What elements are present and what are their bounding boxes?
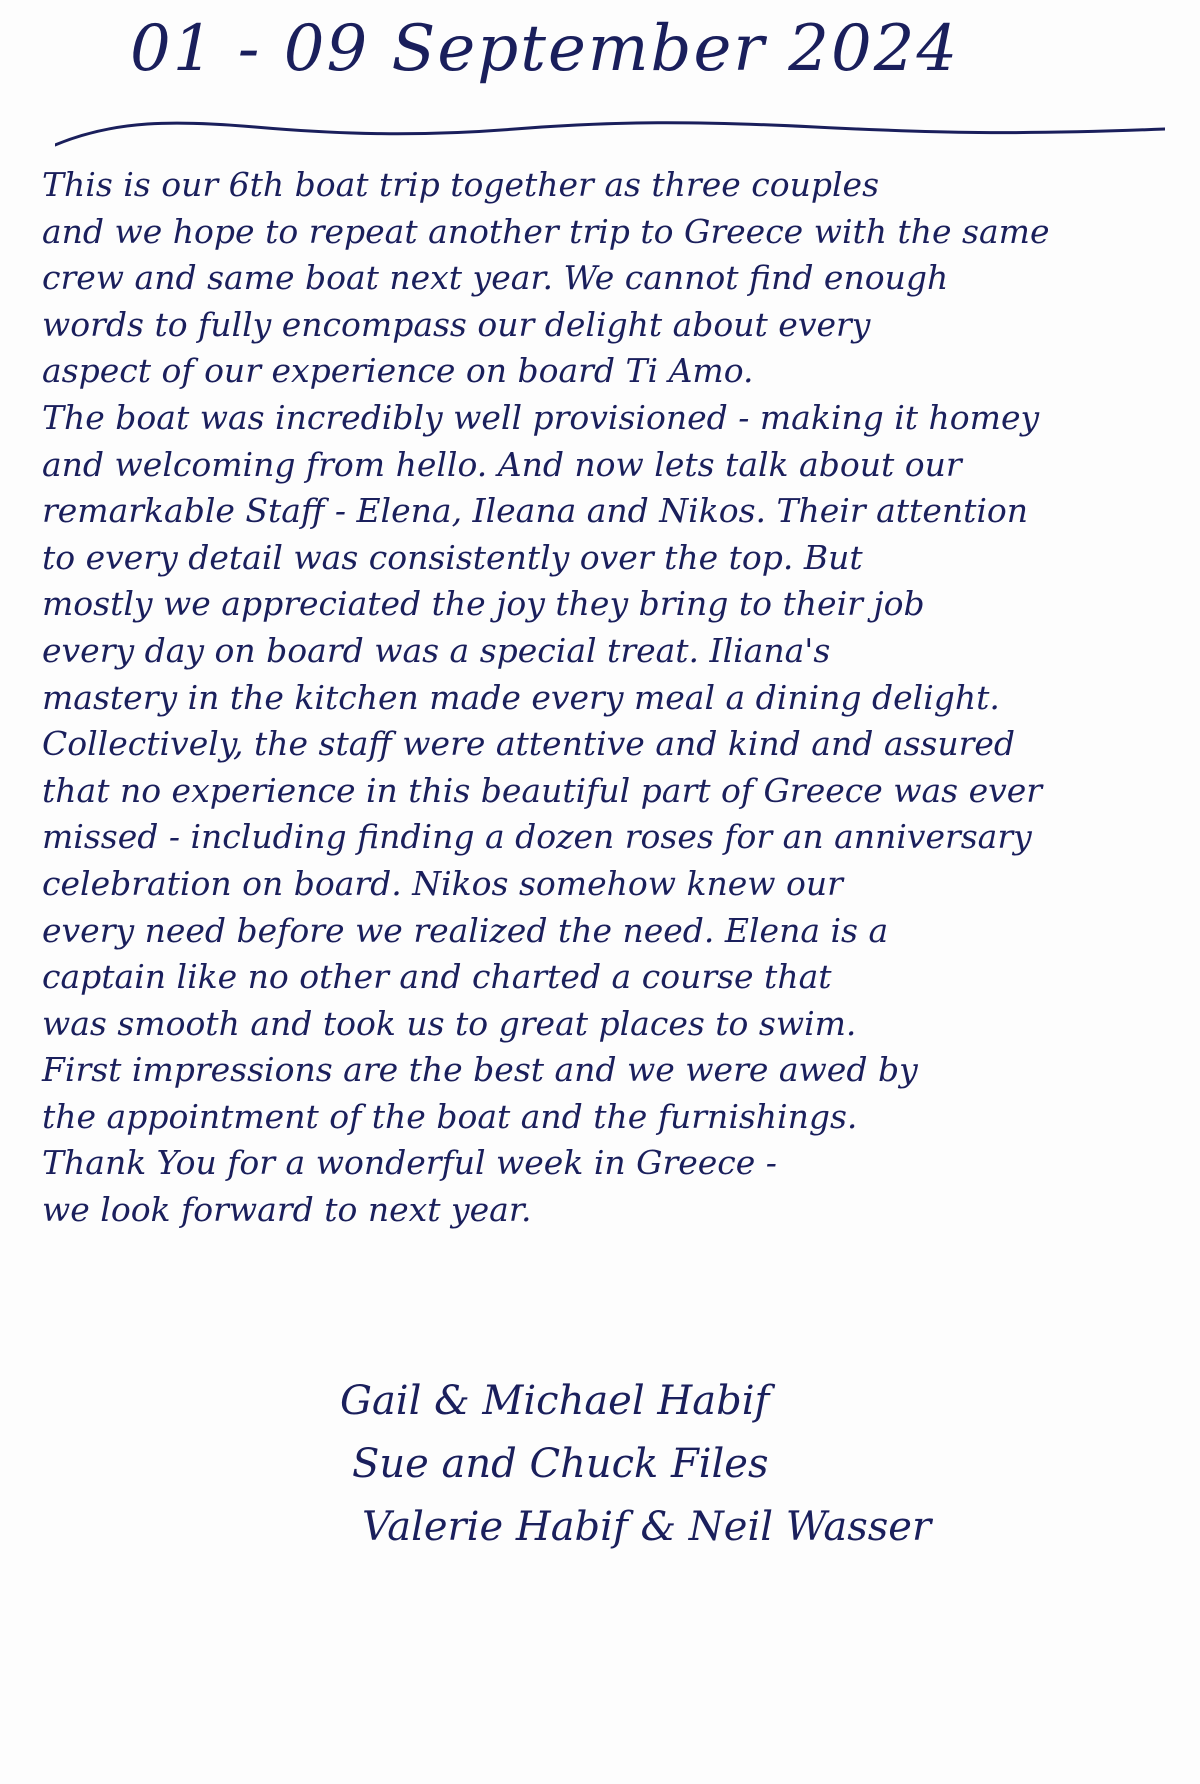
signature: Gail & Michael Habif bbox=[340, 1378, 770, 1424]
message-line: every need before we realized the need. Elena is a bbox=[42, 910, 889, 950]
message-line: Thank You for a wonderful week in Greece - bbox=[42, 1143, 777, 1183]
page-title: 01 - 09 September 2024 bbox=[130, 12, 960, 86]
message-line: and we hope to repeat another trip to Greece with the same bbox=[42, 211, 1050, 251]
signature: Valerie Habif & Neil Wasser bbox=[362, 1504, 932, 1550]
signature: Sue and Chuck Files bbox=[352, 1441, 769, 1487]
message-line: This is our 6th boat trip together as three couples bbox=[42, 165, 880, 204]
message-line: to every detail was consistently over the top. But bbox=[42, 537, 863, 577]
message-line: was smooth and took us to great places to swim. bbox=[42, 1003, 857, 1043]
message-line: mastery in the kitchen made every meal a dining delight. bbox=[42, 677, 1000, 717]
message-line: aspect of our experience on board Ti Amo. bbox=[42, 351, 754, 391]
message-line: missed - including finding a dozen roses for an anniversary bbox=[42, 817, 1032, 857]
message-line: Collectively, the staff were attentive and kind and assured bbox=[42, 724, 1016, 764]
message-line: crew and same boat next year. We cannot find enough bbox=[42, 258, 949, 298]
message-line: remarkable Staff - Elena, Ileana and Nikos. Their attention bbox=[42, 491, 1029, 531]
message-line: mostly we appreciated the joy they bring to their job bbox=[42, 584, 925, 624]
message-line: every day on board was a special treat. Iliana's bbox=[42, 630, 831, 670]
message-line: captain like no other and charted a course that bbox=[42, 957, 832, 997]
message-line: celebration on board. Nikos somehow knew our bbox=[42, 863, 843, 903]
message-line: First impressions are the best and we were awed by bbox=[42, 1050, 918, 1090]
message-line: The boat was incredibly well provisioned - making it homey bbox=[42, 397, 1040, 437]
message-line: we look forward to next year. bbox=[42, 1190, 532, 1230]
message-line: the appointment of the boat and the furnishings. bbox=[42, 1096, 858, 1136]
message-line: and welcoming from hello. And now lets talk about our bbox=[42, 444, 962, 484]
message-line: words to fully encompass our delight about every bbox=[42, 304, 871, 344]
signature-block bbox=[340, 1370, 1020, 1559]
message-line: that no experience in this beautiful part of Greece was ever bbox=[42, 770, 1043, 810]
guestbook-message bbox=[42, 162, 1162, 1234]
